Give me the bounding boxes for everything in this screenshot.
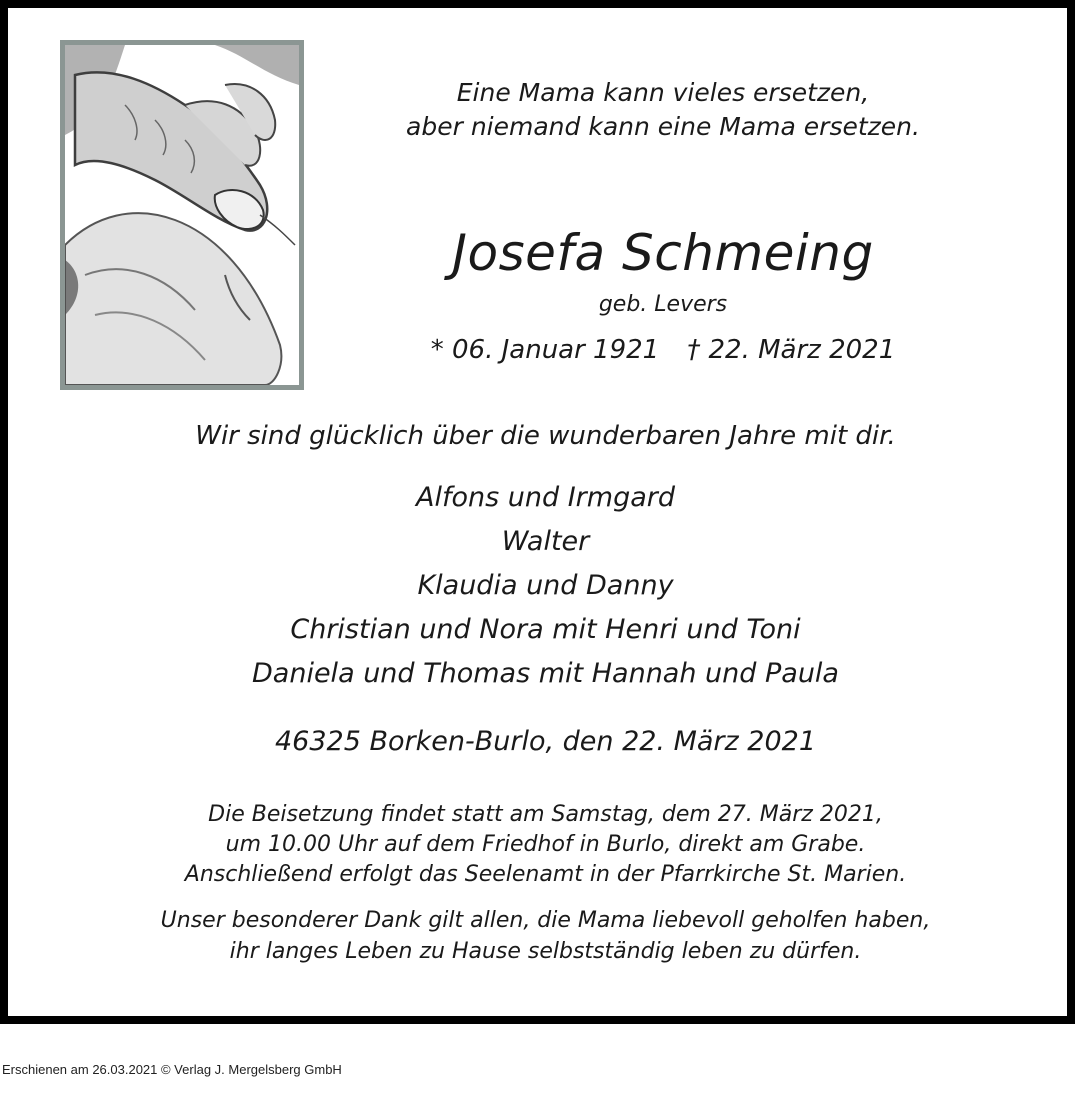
maiden-name: geb. Levers	[598, 292, 728, 317]
quote-line: Eine Mama kann vieles ersetzen,	[456, 78, 870, 107]
family-list	[8, 476, 1075, 696]
burial-line: Anschließend erfolgt das Seelenamt in der Pfarrkirche St. Marien.	[184, 862, 907, 887]
holding-hands-icon	[65, 45, 299, 385]
death-date: † 22. März 2021	[687, 335, 896, 365]
publication-footer: Erschienen am 26.03.2021 © Verlag J. Mergelsberg GmbH	[2, 1062, 342, 1077]
birth-date: * 06. Januar 1921	[430, 335, 660, 365]
thanks-note	[8, 905, 1075, 967]
quote	[308, 76, 1018, 144]
gratitude-line: Wir sind glücklich über die wunderbaren Jahre mit dir.	[195, 421, 896, 451]
family-member: Christian und Nora mit Henri und Toni	[290, 614, 801, 645]
deceased-name: Josefa Schmeing	[452, 224, 874, 282]
photo-frame	[60, 40, 304, 390]
place-date: 46325 Borken-Burlo, den 22. März 2021	[274, 726, 816, 757]
thanks-line: ihr langes Leben zu Hause selbstständig leben zu dürfen.	[229, 939, 862, 964]
family-member: Walter	[501, 526, 590, 557]
family-member: Alfons und Irmgard	[416, 482, 675, 513]
thanks-line: Unser besonderer Dank gilt allen, die Mama liebevoll geholfen haben,	[160, 908, 931, 933]
burial-info	[8, 800, 1075, 890]
burial-line: Die Beisetzung findet statt am Samstag, dem 27. März 2021,	[208, 802, 883, 827]
family-member: Klaudia und Danny	[417, 570, 674, 601]
life-dates	[308, 333, 1018, 367]
family-member: Daniela und Thomas mit Hannah und Paula	[252, 658, 839, 689]
quote-line: aber niemand kann eine Mama ersetzen.	[406, 112, 920, 141]
burial-line: um 10.00 Uhr auf dem Friedhof in Burlo, direkt am Grabe.	[225, 832, 866, 857]
